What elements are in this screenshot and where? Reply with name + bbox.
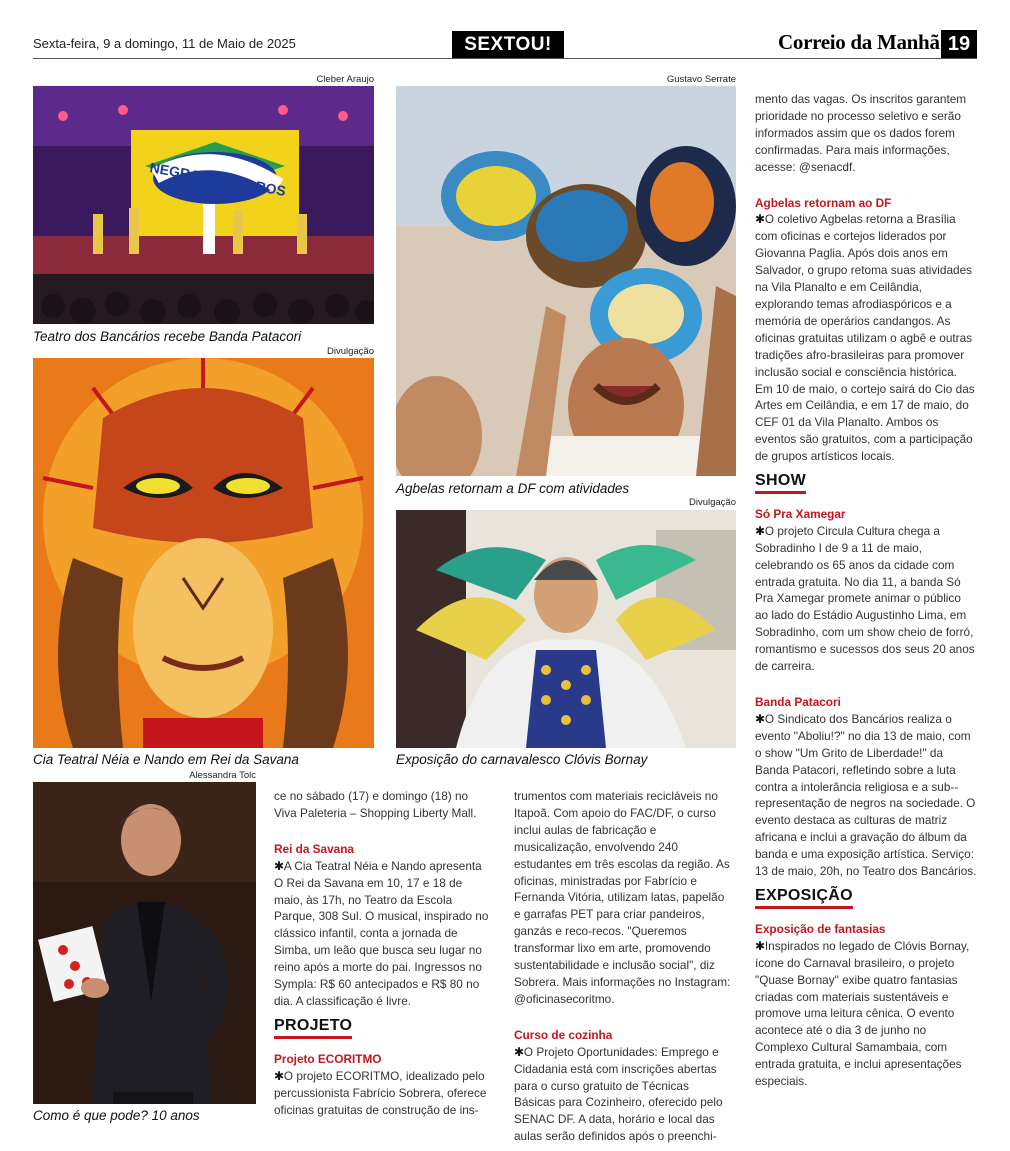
article-subheading: Projeto ECORITMO <box>274 1051 382 1066</box>
stage-banner-text: NEGRAS E NEGROS <box>148 159 288 199</box>
photo-caption: Agbelas retornam a DF com atividades <box>396 481 630 496</box>
article-subheading: Rei da Savana <box>274 841 354 856</box>
asterisk-icon: ✱ <box>755 711 765 726</box>
article-subheading: Curso de cozinha <box>514 1027 613 1042</box>
photo-caption: Exposição do carnavalesco Clóvis Bornay <box>396 752 648 767</box>
photo-credit: Divulgação <box>689 497 736 508</box>
article-subheading: Agbelas retornam ao DF <box>755 195 892 210</box>
section-heading-exposicao: EXPOSIÇÃO <box>755 888 853 909</box>
newspaper-brand: Correio da Manhã <box>778 30 940 54</box>
agbelas-photo <box>396 86 736 476</box>
photo-caption: Teatro dos Bancários recebe Banda Patacori <box>33 329 302 344</box>
section-heading-projeto: PROJETO <box>274 1018 352 1039</box>
issue-date: Sexta-feira, 9 a domingo, 11 de Maio de 2025 <box>33 36 296 51</box>
article-paragraph: ✱O projeto Circula Cultura chega a Sobradinho I de 9 a 11 de maio, celebrando os 65 anos da cidade com entrada gratuita. No dia 11, a banda Só Pra Xamegar promete animar o público ao lado do Estádio Augustinho Lima, em Sobradinho, com um show cheio de forró, romantismo e sucessos dos seus 20 anos de carreira. <box>755 523 975 674</box>
photo-credit: Divulgação <box>327 346 374 357</box>
photo-credit: Alessandra Tolc <box>189 770 256 781</box>
article-subheading: Banda Patacori <box>755 695 841 709</box>
article-subheading: Exposição de fantasias <box>755 921 886 936</box>
header-divider <box>33 58 977 59</box>
article-paragraph: trumentos com materiais recicláveis no Itapoã. Com apoio do FAC/DF, o curso inclui aulas de fabricação e musicalização, envolvendo 240 estudantes em três escolas da região. As oficinas, ministradas por Fabrício e Fernanda Vitória, utilizam latas, papelão e garrafas PET para criar pandeiros, ganzás e reco-recos. "Queremos transformar lixo em arte, promovendo sustentabilidade e inclusão social", diz Sobrera. Mais informações no Instagram: @oficinasecoritmo. <box>514 789 731 1006</box>
article-column <box>755 91 977 1090</box>
photo-caption: Cia Teatral Néia e Nando em Rei da Savana <box>33 752 299 767</box>
section-label: SEXTOU! <box>452 31 564 59</box>
page-number: 19 <box>941 30 977 58</box>
article-paragraph: ✱A Cia Teatral Néia e Nando apresenta O Rei da Savana em 10, 17 e 18 de maio, às 17h, no Teatro da Escola Parque, 308 Sul. O musical, inspirado no clássico infantil, conta a jornada de Simba, um leão que busca seu lugar no reino após a morte do pai. Ingressos no Sympla: R$ 60 antecipados e R$ 80 no dia. A classificação é livre. <box>274 858 489 1008</box>
article-subheading: Só Pra Xamegar <box>755 506 846 521</box>
asterisk-icon: ✱ <box>755 938 765 953</box>
section-heading-show: SHOW <box>755 473 806 494</box>
article-paragraph: ✱O projeto ECORITMO, idealizado pelo percussionista Fabrício Sobrera, oferece oficinas gratuitas de construção de ins- <box>274 1068 487 1117</box>
asterisk-icon: ✱ <box>755 212 765 227</box>
article-paragraph: ✱O Sindicato dos Bancários realiza o evento "Aboliu!?" no dia 13 de maio, com o show "Um Grito de Liberdade!" da Banda Patacori, refletindo sobre a luta contra a intolerância religiosa e a sub--representação de negros na sociedade. O evento destaca as culturas de matriz africana e inclui a gravação do álbum da banda e uma exposição artística. Serviço: 13 de maio, 20h, no Teatro dos Bancários. <box>755 711 977 879</box>
asterisk-icon: ✱ <box>514 1044 524 1059</box>
photo-credit: Gustavo Serrate <box>666 74 736 85</box>
photo-credit: Cleber Araujo <box>316 74 374 85</box>
article-column <box>514 788 732 1145</box>
article-paragraph: ✱O Projeto Oportunidades: Emprego e Cidadania está com inscrições abertas para o curso gratuito de Técnicas Básicas para Cozinheiro, oferecido pelo SENAC DF. A data, horário e local das aulas serão definidos após o preenchi- <box>514 1044 723 1144</box>
article-paragraph: ce no sábado (17) e domingo (18) no Viva Paleteria – Shopping Liberty Mall. <box>274 789 477 820</box>
concert-photo <box>33 86 374 324</box>
photo-caption: Como é que pode? 10 anos <box>33 1108 200 1123</box>
article-paragraph: ✱O coletivo Agbelas retorna a Brasília com oficinas e cortejos liderados por Giovanna Paglia. Após dois anos em Salvador, o grupo retoma suas atividades na Vila Planalto e em Ceilândia, explorando temas afrodiaspóricos e a memória de operários candangos. As oficinas gratuitas utilizam o agbê e outras tradições afro-brasileiras para promover inclusão social e consciência histórica. Em 10 de maio, o cortejo sairá do Cio das Artes em Ceilândia, e em 17 de maio, do CEF 01 da Vila Planalto. Ambos os eventos são gratuitos, com a participação de grupos artísticos locais. <box>755 212 975 464</box>
asterisk-icon: ✱ <box>755 523 765 538</box>
asterisk-icon: ✱ <box>274 1068 284 1083</box>
asterisk-icon: ✱ <box>274 858 284 873</box>
performer-photo <box>33 782 256 1104</box>
article-column <box>274 788 492 1118</box>
lion-mask-photo <box>33 358 374 748</box>
article-paragraph: mento das vagas. Os inscritos garantem prioridade no processo seletivo e serão informados assim que os dados forem confirmadas. Para mais informações, acesse: @senacdf. <box>755 92 967 174</box>
article-paragraph: ✱Inspirados no legado de Clóvis Bornay, ícone do Carnaval brasileiro, o projeto "Quase Bornay" exibe quatro fantasias criadas com materiais sustentáveis e promove uma leitura cênica. O evento acontece até o dia 3 de junho no Complexo Cultural Samambaia, com entrada gratuita, e inclui apresentações especiais. <box>755 938 970 1089</box>
exhibition-photo <box>396 510 736 748</box>
